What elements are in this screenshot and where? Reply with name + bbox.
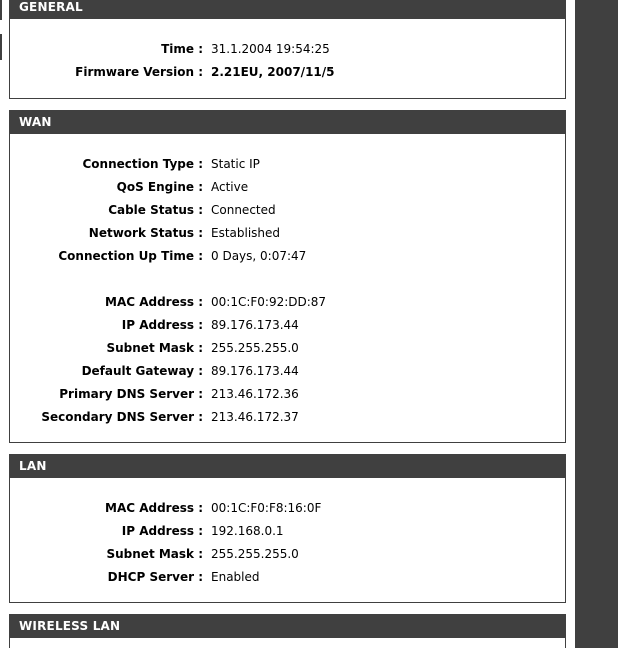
connection-type-row <box>10 155 565 173</box>
right-rail <box>575 0 618 648</box>
connection-up-time-row <box>10 247 565 265</box>
wireless-lan-header: WIRELESS LAN <box>9 614 566 638</box>
wan-subnet-value: 255.255.255.0 <box>211 341 299 355</box>
wireless-lan-section <box>9 614 566 648</box>
wan-mac-row <box>10 293 565 311</box>
wan-subnet-label: Subnet Mask : <box>106 341 203 355</box>
qos-engine-label: QoS Engine : <box>116 180 203 194</box>
time-value: 31.1.2004 19:54:25 <box>211 42 330 56</box>
lan-subnet-value: 255.255.255.0 <box>211 547 299 561</box>
lan-mac-row <box>10 499 565 517</box>
wan-body <box>9 134 566 443</box>
primary-dns-row <box>10 385 565 403</box>
secondary-dns-row <box>10 408 565 426</box>
left-edge-marks <box>0 0 2 60</box>
network-status-value: Established <box>211 226 281 240</box>
lan-ip-row <box>10 522 565 540</box>
edge-mark <box>0 0 2 20</box>
wan-ip-value: 89.176.173.44 <box>211 318 299 332</box>
general-section <box>9 0 566 99</box>
lan-subnet-row <box>10 545 565 563</box>
lan-mac-value: 00:1C:F0:F8:16:0F <box>211 501 322 515</box>
cable-status-value: Connected <box>211 203 276 217</box>
wan-ip-row <box>10 316 565 334</box>
general-body <box>9 19 566 99</box>
wan-header: WAN <box>9 110 566 134</box>
dhcp-server-row <box>10 568 565 586</box>
connection-up-time-label: Connection Up Time : <box>58 249 203 263</box>
lan-mac-label: MAC Address : <box>105 501 203 515</box>
default-gateway-value: 89.176.173.44 <box>211 364 299 378</box>
default-gateway-row <box>10 362 565 380</box>
network-status-label: Network Status : <box>88 226 203 240</box>
secondary-dns-value: 213.46.172.37 <box>211 410 299 424</box>
firmware-label: Firmware Version : <box>75 65 203 79</box>
primary-dns-value: 213.46.172.36 <box>211 387 299 401</box>
wan-mac-value: 00:1C:F0:92:DD:87 <box>211 295 327 309</box>
wan-mac-label: MAC Address : <box>105 295 203 309</box>
time-row <box>10 40 565 58</box>
lan-header: LAN <box>9 454 566 478</box>
connection-type-label: Connection Type : <box>82 157 203 171</box>
lan-ip-label: IP Address : <box>121 524 203 538</box>
secondary-dns-label: Secondary DNS Server : <box>41 410 203 424</box>
lan-ip-value: 192.168.0.1 <box>211 524 284 538</box>
primary-dns-label: Primary DNS Server : <box>59 387 203 401</box>
network-status-row <box>10 224 565 242</box>
cable-status-row <box>10 201 565 219</box>
firmware-value: 2.21EU, 2007/11/5 <box>211 65 335 79</box>
default-gateway-label: Default Gateway : <box>81 364 203 378</box>
time-label: Time : <box>161 42 203 56</box>
dhcp-server-value: Enabled <box>211 570 260 584</box>
dhcp-server-label: DHCP Server : <box>107 570 203 584</box>
firmware-row <box>10 63 565 81</box>
lan-section <box>9 454 566 603</box>
lan-body <box>9 478 566 603</box>
edge-mark <box>0 34 2 60</box>
wan-subnet-row <box>10 339 565 357</box>
cable-status-label: Cable Status : <box>108 203 203 217</box>
wan-ip-label: IP Address : <box>121 318 203 332</box>
general-header: GENERAL <box>9 0 566 19</box>
connection-type-value: Static IP <box>211 157 260 171</box>
qos-engine-value: Active <box>211 180 249 194</box>
wireless-lan-body <box>9 638 566 648</box>
lan-subnet-label: Subnet Mask : <box>106 547 203 561</box>
connection-up-time-value: 0 Days, 0:07:47 <box>211 249 307 263</box>
wan-section <box>9 110 566 443</box>
qos-engine-row <box>10 178 565 196</box>
